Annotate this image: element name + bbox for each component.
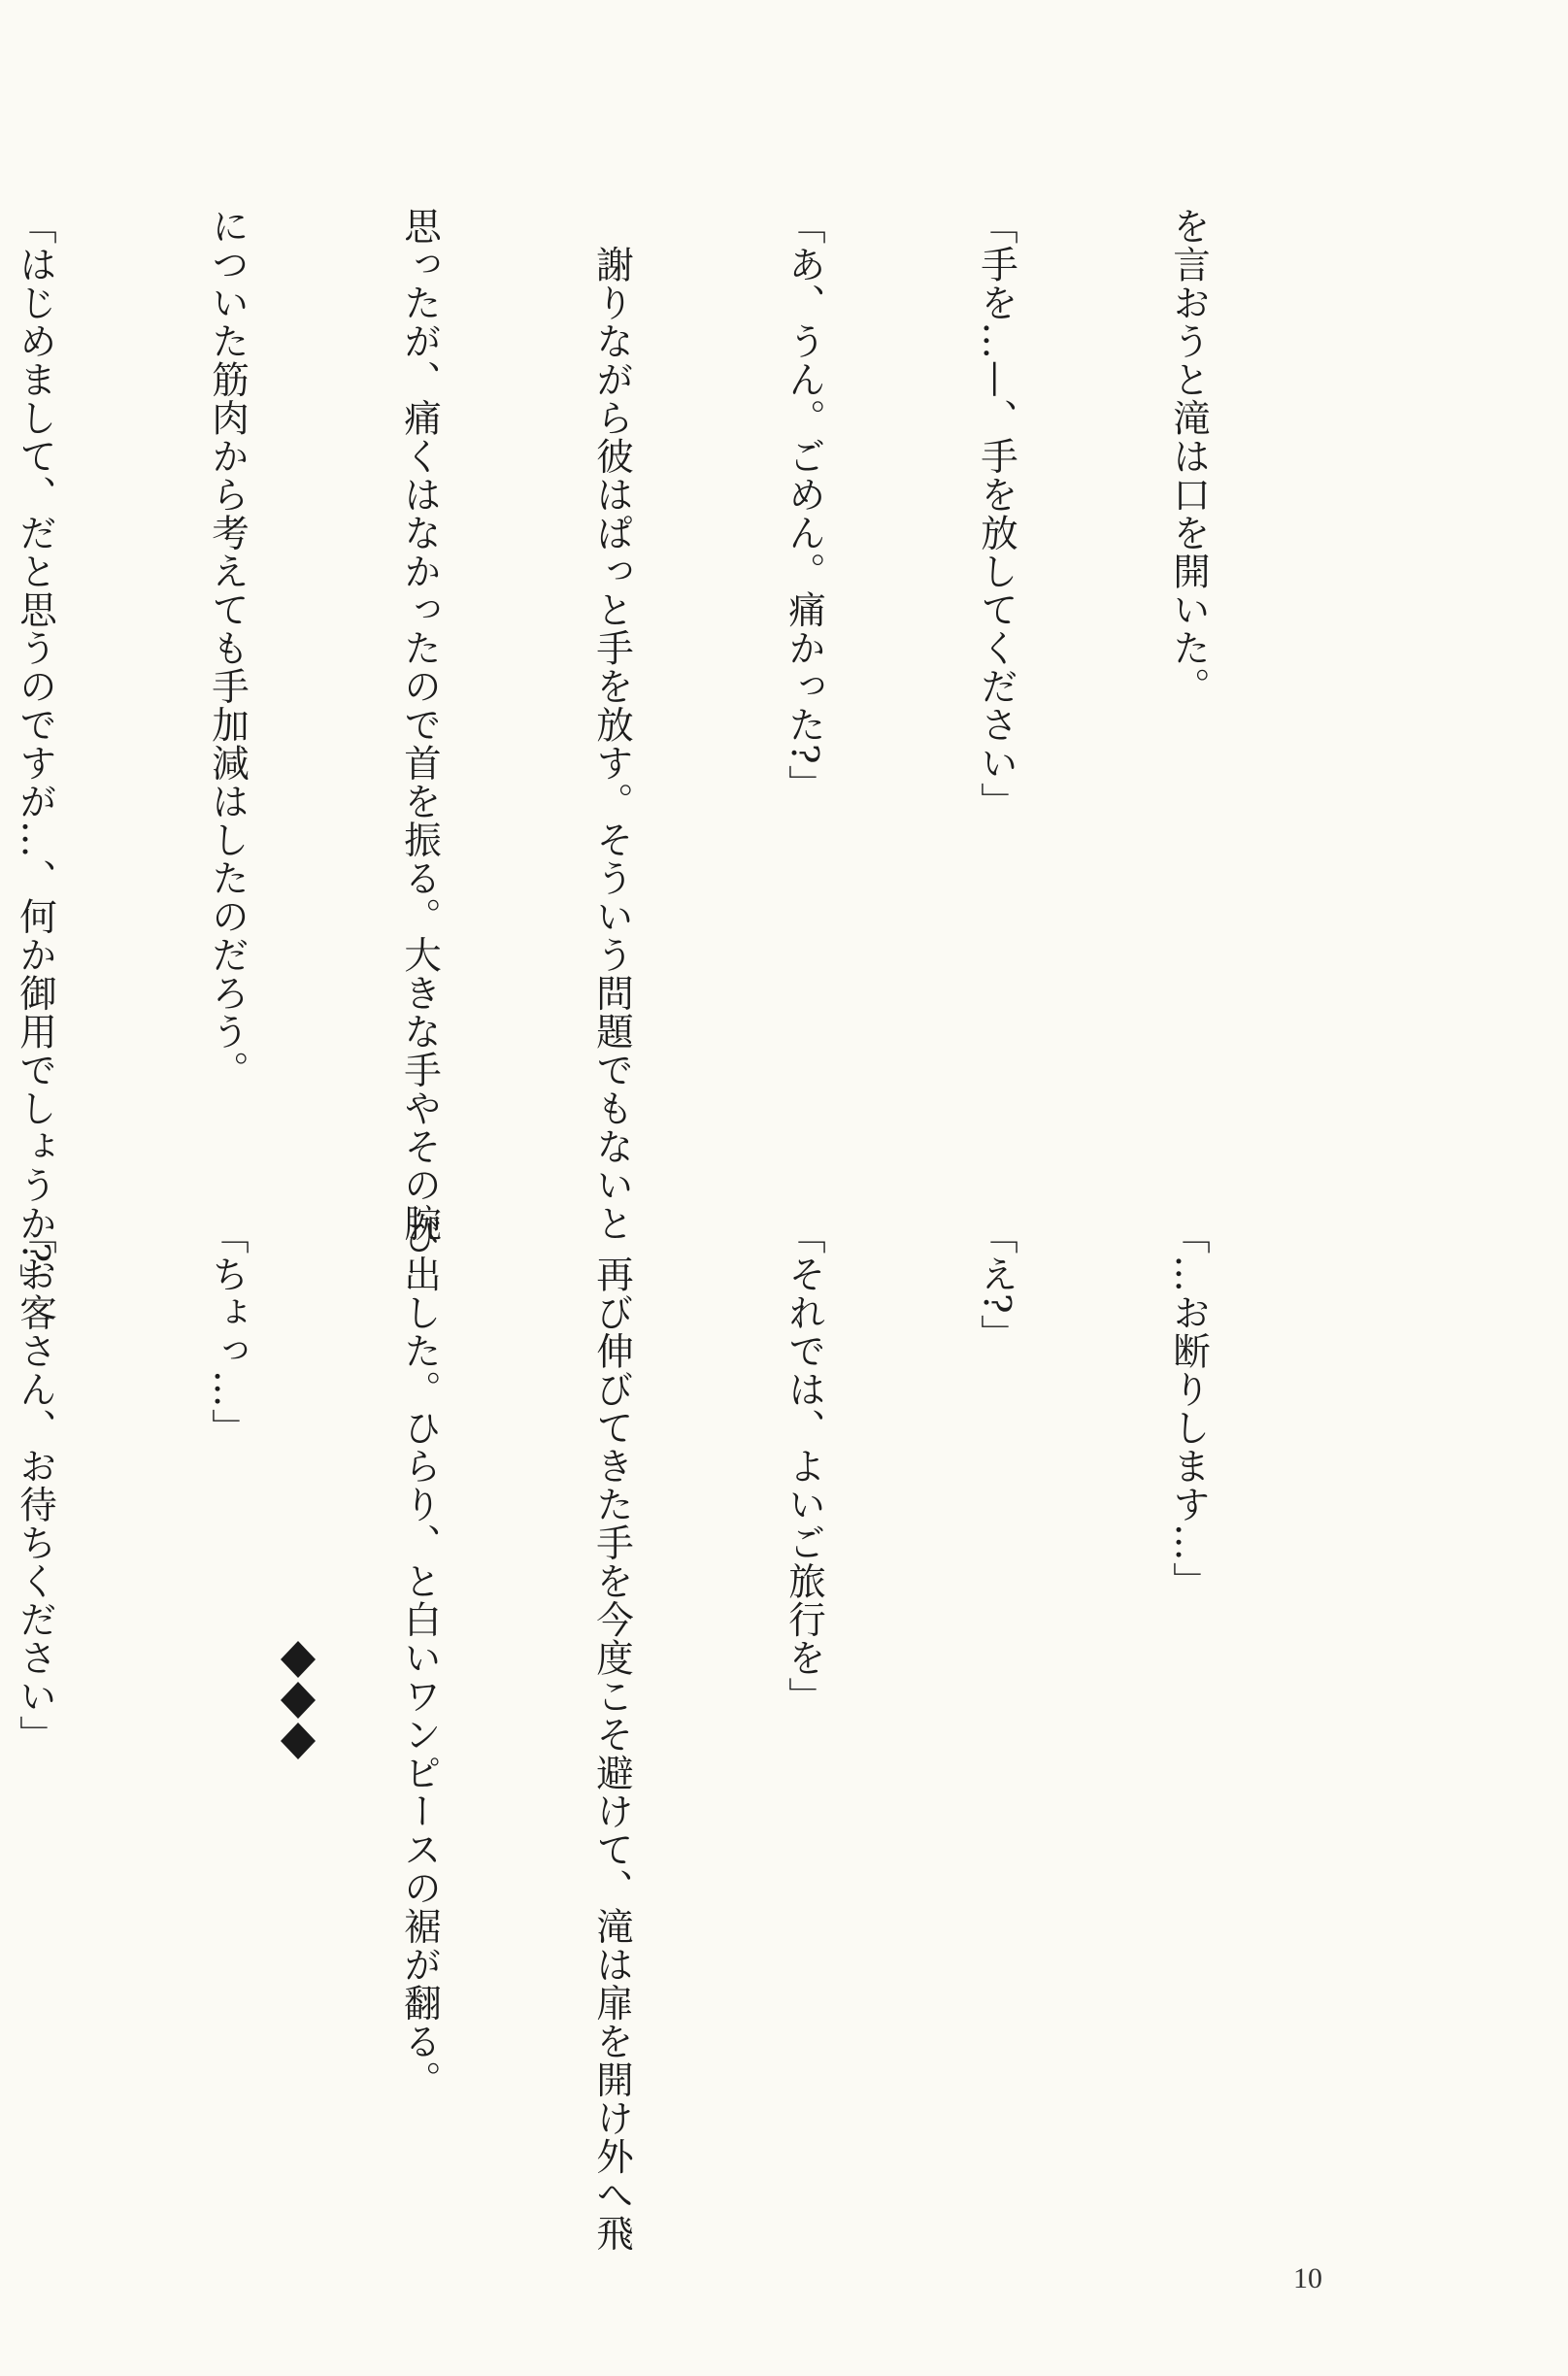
text-line: 「お客さん、お待ちください」 [14,1217,57,1754]
scene-break-diamonds-icon [279,1639,317,1761]
text-line: 「あ、うん。ごめん。痛かった?」 [783,207,826,804]
text-line: 思ったが、痛くはなかったので首を振る。大きな手やその腕 [398,207,442,1243]
text-line: についた筋肉から考えても手加減はしたのだろう。 [206,207,250,1089]
text-line: 「…お断りします…」 [1167,1217,1211,1600]
text-line: 「それでは、よいご旅行を」 [783,1217,826,1716]
text-line: び出した。ひらり、と白いワンピースの裾が翻る。 [398,1217,442,2099]
text-line: 再び伸びてきた手を今度こそ避けて、滝は扉を開け外へ飛 [590,1217,634,2253]
text-line: 「え?」 [975,1217,1018,1354]
text-line: 「手を…—、手を放してください」 [975,207,1018,820]
page-number: 10 [1293,2262,1322,2294]
text-line: 「はじめまして、だと思うのですが…、何か御用でしょうか?」 [14,207,57,1302]
text-line: を言おうと滝は口を開いた。 [1167,207,1211,706]
text-line: 謝りながら彼はぱっと手を放す。そういう問題でもないと [590,207,634,1243]
lower-text-block [14,1217,1349,2253]
diamond-icon [281,1723,316,1759]
text-line: 「ちょっ…」 [206,1217,250,1447]
diamond-icon [281,1641,316,1678]
upper-text-block [14,207,1349,1302]
diamond-icon [281,1682,316,1719]
